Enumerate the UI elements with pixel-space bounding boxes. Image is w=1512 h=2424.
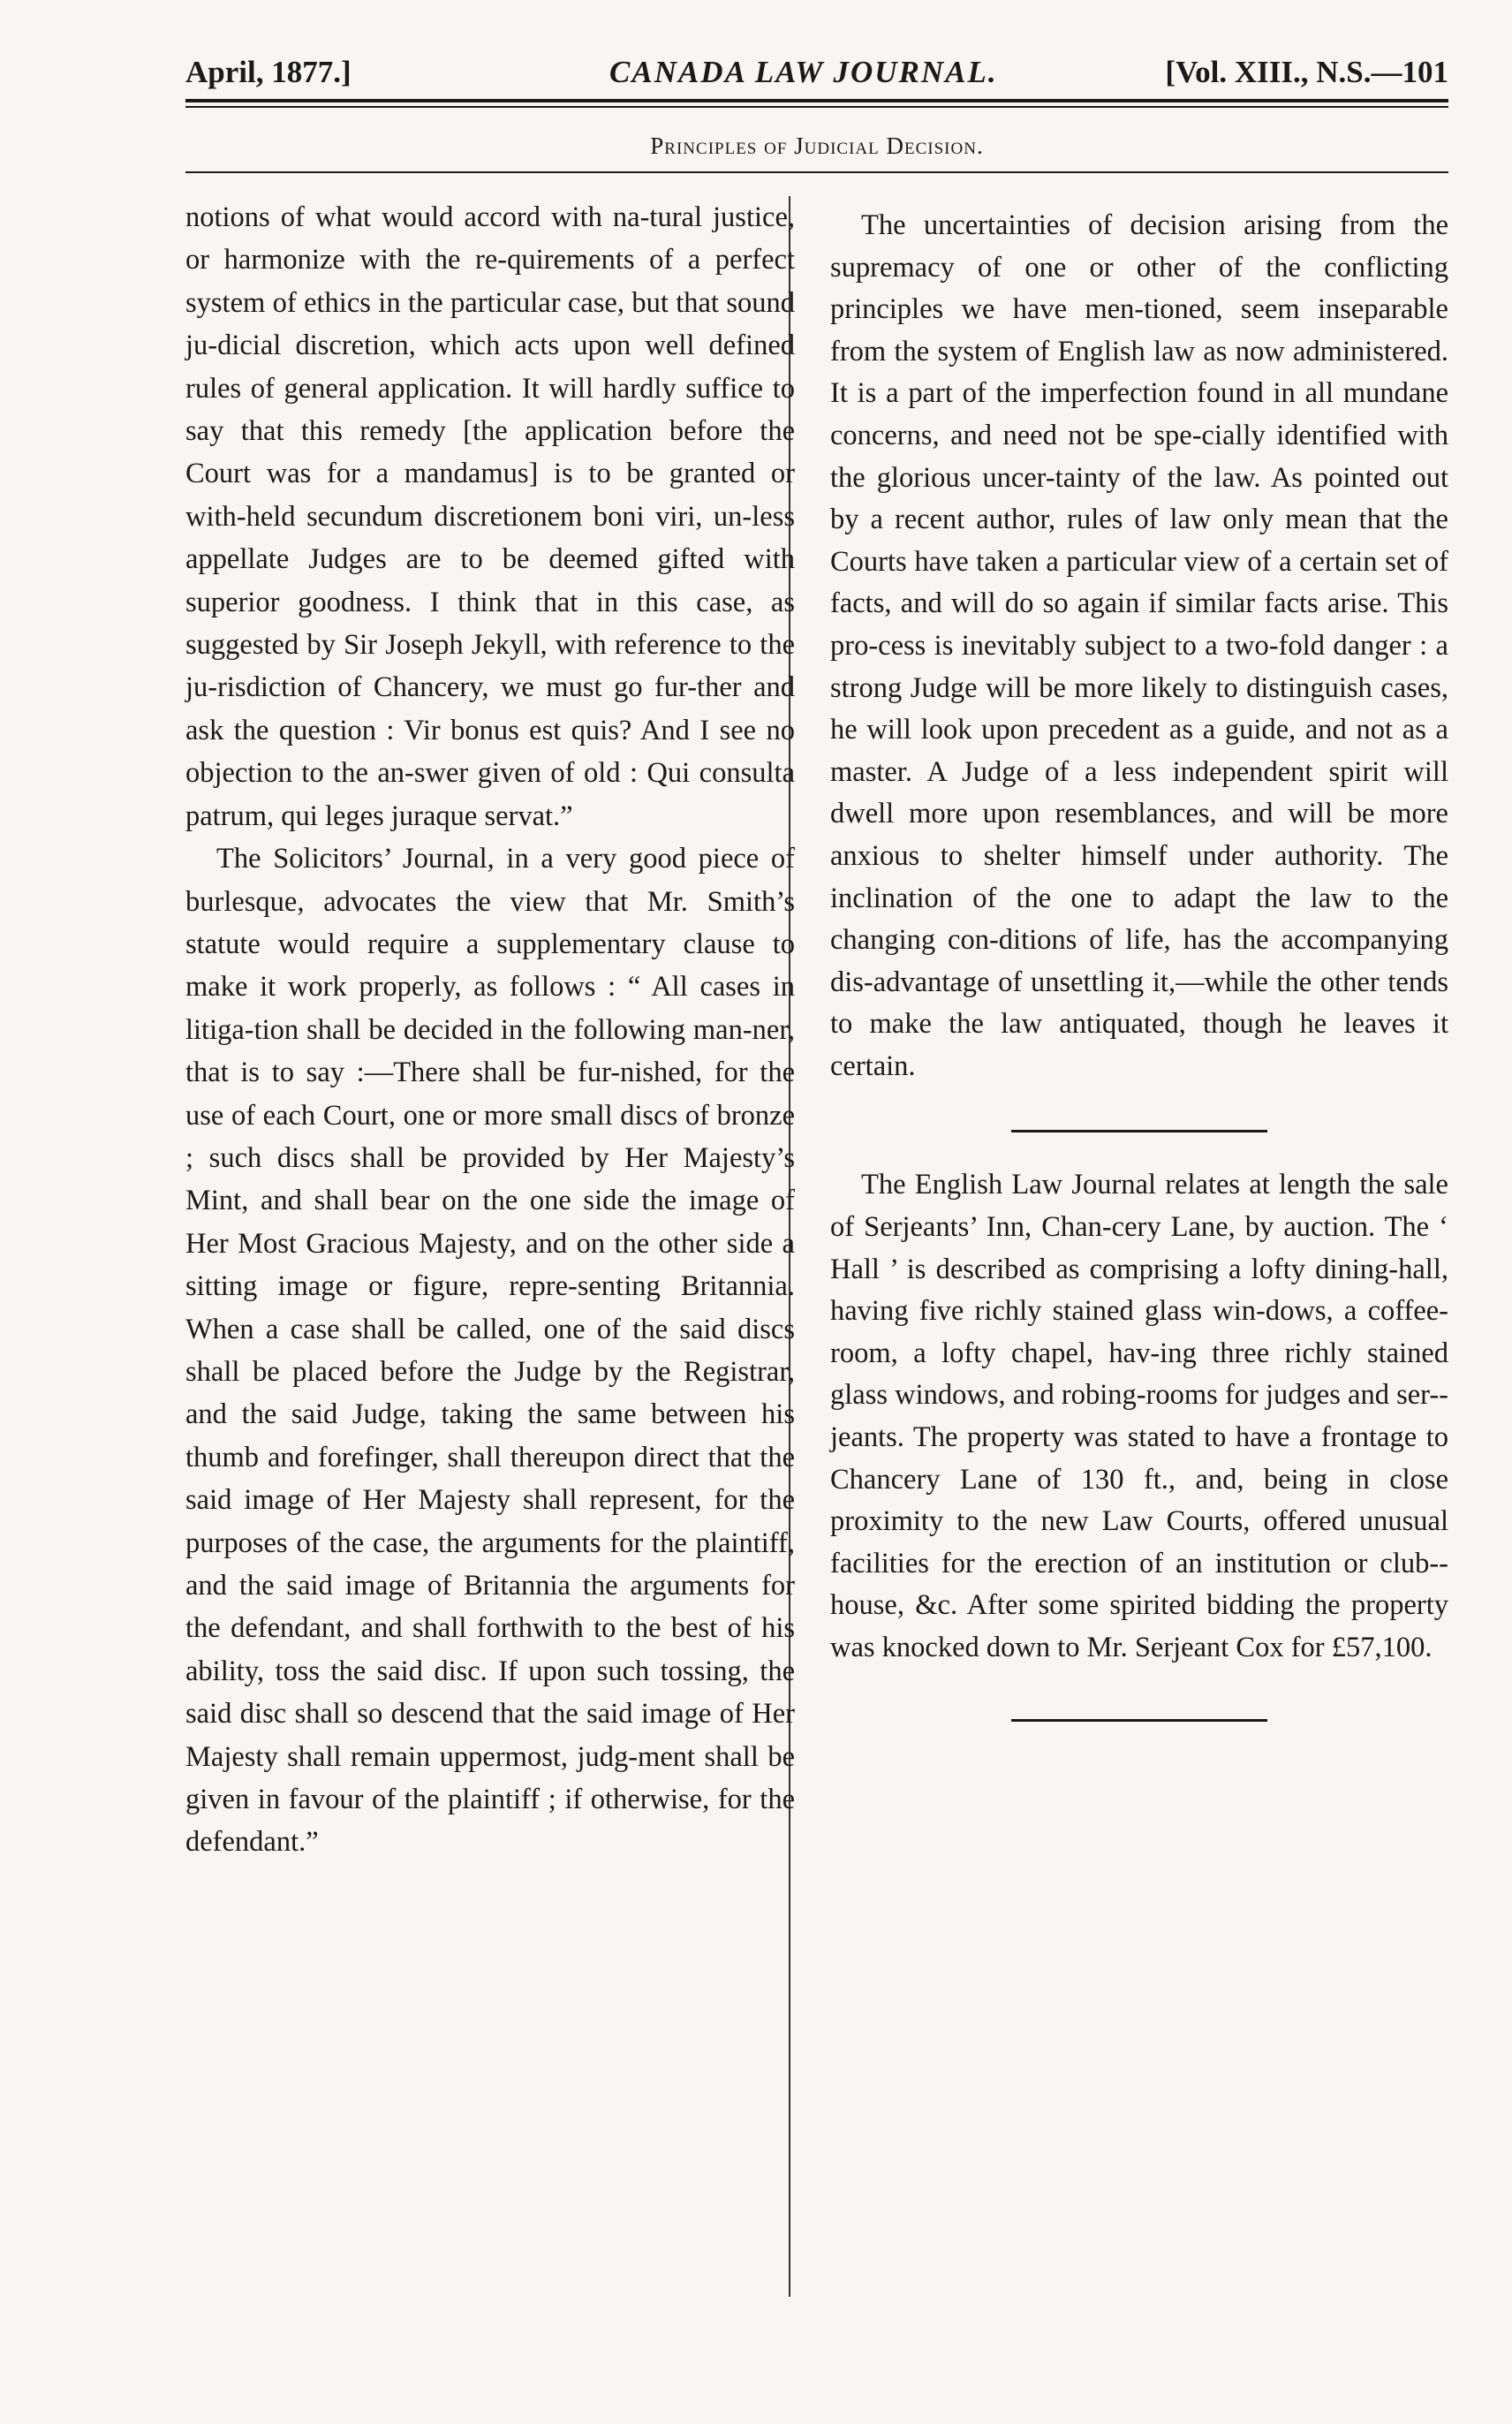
header-rule-thick <box>185 99 1448 102</box>
header-volume-page: [Vol. XIII., N.S.—101 <box>1165 55 1448 89</box>
paragraph-separator-rule <box>1011 1130 1267 1132</box>
right-column <box>830 205 1448 1722</box>
section-rule <box>185 171 1448 173</box>
running-header <box>185 55 1448 99</box>
header-journal-title: CANADA LAW JOURNAL. <box>609 55 998 89</box>
header-rule-thin <box>185 106 1448 108</box>
left-column <box>185 196 795 1864</box>
right-paragraph-2: The English Law Journal relates at length the sale of Serjeants’ Inn, Chan-cery Lane, by auction. The ‘ Hall ’ is described as comprising a lofty dining-hall, having five richly stained glass win-dows, a coffee-room, a lofty chapel, hav-ing three richly stained glass windows, and robing-rooms for judges and ser-jeants. The property was stated to have a frontage to Chancery Lane of 130 ft., and, being in close proximity to the new Law Courts, offered unusual facilities for the erection of an institution or club-house, &c. After some spirited bidding the property was knocked down to Mr. Serjeant Cox for £57,100. <box>830 1169 1448 1663</box>
right-paragraph-1: The uncertainties of decision arising from the supremacy of one or other of the conflicting principles we have men-tioned, seem inseparable from the system of English law as now administered. It is a part of the imperfection found in all mundane concerns, and need not be spe-cially identified with the glorious uncer-tainty of the law. As pointed out by a recent author, rules of law only mean that the Courts have taken a particular view of a certain set of facts, and will do so again if similar facts arise. This pro-cess is inevitably subject to a two-fold danger : a strong Judge will be more likely to distinguish cases, he will look upon precedent as a guide, and not as a master. A Judge of a less independent spirit will dwell more upon resemblances, and will be more anxious to shelter himself under authority. The inclination of the one to adapt the law to the changing con-ditions of life, has the accompanying dis-advantage of unsettling it,—while the other tends to make the law antiquated, though he leaves it certain. <box>830 209 1448 1082</box>
header-date: April, 1877.] <box>185 55 352 89</box>
end-rule <box>1011 1719 1267 1722</box>
section-title: Principles of Judicial Decision. <box>650 133 984 159</box>
left-paragraph-2: The Solicitors’ Journal, in a very good piece of burlesque, advocates the view that Mr. Smith’s statute would require a supplementary clause to make it work properly, as follows : “ All cases in litiga-tion shall be decided in the following man-ner, that is to say :—There shall be fur-nished, for the use of each Court, one or more small discs of bronze ; such discs shall be provided by Her Majesty’s Mint, and shall bear on the one side the image of Her Most Gracious Majesty, and on the other side a sitting image or figure, repre-senting Britannia. When a case shall be called, one of the said discs shall be placed before the Judge by the Registrar, and the said Judge, taking the same between his thumb and forefinger, shall thereupon direct that the said image of Her Majesty shall represent, for the purposes of the case, the arguments for the plaintiff, and the said image of Britannia the arguments for the defendant, and shall forthwith to the best of his ability, toss the said disc. If upon such tossing, the said disc shall so descend that the said image of Her Majesty shall remain uppermost, judg-ment shall be given in favour of the plaintiff ; if otherwise, for the defendant.” <box>185 843 795 1859</box>
left-paragraph-1: notions of what would accord with na-tural justice, or harmonize with the re-quirements of a perfect system of ethics in the particular case, but that sound ju-dicial discretion, which acts upon well defined rules of general application. It will hardly suffice to say that this remedy [the application before the Court was for a mandamus] is to be granted or with-held secundum discretionem boni viri, un-less appellate Judges are to be deemed gifted with superior goodness. I think that in this case, as suggested by Sir Joseph Jekyll, with reference to the ju-risdiction of Chancery, we must go fur-ther and ask the question : Vir bonus est quis? And I see no objection to the an-swer given of old : Qui consulta patrum, qui leges juraque servat.” <box>185 201 795 832</box>
